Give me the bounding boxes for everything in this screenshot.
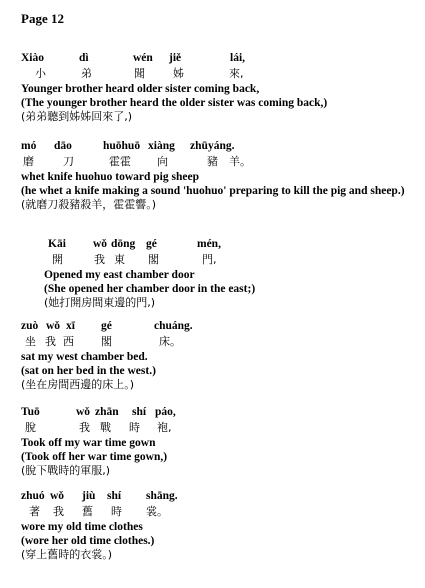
pinyin-word: zhū <box>190 140 208 152</box>
english-gloss: whet knife huohuo toward pig sheep <box>21 171 199 183</box>
pinyin-row <box>21 138 421 154</box>
hanzi-char: 向 <box>157 155 168 168</box>
hanzi-char: 我 <box>79 421 90 434</box>
hanzi-char: 坐 <box>25 335 36 348</box>
hanzi-char: 脫 <box>25 421 36 434</box>
chinese-translation: (弟弟聽到姊姊回來了,) <box>21 110 133 123</box>
hanzi-row <box>21 66 421 82</box>
hanzi-char: 羊。 <box>229 155 251 168</box>
pinyin-row <box>21 50 421 66</box>
pinyin-word: shāng. <box>146 490 178 502</box>
english-gloss: Younger brother heard older sister coming back, <box>21 83 260 95</box>
hanzi-char: 豬 <box>207 155 218 168</box>
hanzi-char: 霍霍 <box>109 155 131 168</box>
hanzi-char: 床。 <box>159 335 181 348</box>
stanza-4 <box>21 318 421 392</box>
chinese-translation: (就磨刀殺豬殺羊，霍霍響。) <box>21 198 157 211</box>
hanzi-char: 我 <box>53 505 64 518</box>
pinyin-word: zhuó <box>21 490 45 502</box>
pinyin-word: páo, <box>155 406 176 418</box>
hanzi-char: 舊 <box>82 505 93 518</box>
hanzi-char: 刀 <box>63 155 74 168</box>
hanzi-char: 我 <box>94 253 105 266</box>
hanzi-char: 東 <box>114 253 125 266</box>
stanza-1 <box>21 50 421 124</box>
pinyin-word: gé <box>101 320 112 332</box>
chinese-translation: (脫下戰時的軍服,) <box>21 464 111 477</box>
pinyin-word: yáng. <box>208 140 235 152</box>
pinyin-row <box>21 318 421 334</box>
pinyin-word: zuò <box>21 320 39 332</box>
pinyin-word: xiàng <box>148 140 175 152</box>
pinyin-word: dōng <box>111 238 136 250</box>
english-gloss: sat my west chamber bed. <box>21 351 148 363</box>
pinyin-word: wǒ <box>46 320 61 332</box>
english-translation: (Took off her war time gown,) <box>21 451 168 463</box>
hanzi-char: 著 <box>29 505 40 518</box>
hanzi-char: 開 <box>52 253 63 266</box>
hanzi-char: 閣 <box>148 253 159 266</box>
pinyin-word: chuáng. <box>154 320 193 332</box>
hanzi-char: 弟 <box>81 67 92 80</box>
hanzi-char: 來, <box>229 67 244 80</box>
pinyin-word: jiě <box>169 52 182 64</box>
pinyin-word: jiù <box>82 490 96 502</box>
stanza-5 <box>21 404 421 478</box>
pinyin-word: mó <box>21 140 37 152</box>
hanzi-char: 門, <box>202 253 217 266</box>
pinyin-row <box>44 236 422 252</box>
english-gloss: wore my old time clothes <box>21 521 143 533</box>
pinyin-word: gé <box>146 238 157 250</box>
pinyin-word: huōhuō <box>103 140 141 152</box>
english-gloss: Took off my war time gown <box>21 437 156 449</box>
pinyin-word: wén <box>133 52 153 64</box>
hanzi-row <box>21 334 421 350</box>
pinyin-word: dì <box>79 52 89 64</box>
chinese-translation: (坐在房間西邊的床上。) <box>21 378 135 391</box>
hanzi-char: 戰 <box>100 421 111 434</box>
hanzi-char: 西 <box>63 335 74 348</box>
pinyin-word: wǒ <box>93 238 108 250</box>
pinyin-word: Kāi <box>48 238 66 250</box>
hanzi-char: 聞 <box>134 67 145 80</box>
chinese-translation: (她打開房間東邊的門,) <box>44 296 156 309</box>
chinese-translation: (穿上舊時的衣裳。) <box>21 548 113 561</box>
hanzi-char: 磨 <box>23 155 34 168</box>
pinyin-word: xī <box>66 320 75 332</box>
english-translation: (he whet a knife making a sound 'huohuo' preparing to kill the pig and sheep.) <box>21 185 405 197</box>
english-translation: (sat on her bed in the west.) <box>21 365 156 377</box>
hanzi-char: 裳。 <box>146 505 168 518</box>
hanzi-char: 姊 <box>173 67 184 80</box>
pinyin-word: wǒ <box>76 406 91 418</box>
english-translation: (She opened her chamber door in the east;) <box>44 283 256 295</box>
pinyin-word: shí <box>132 406 147 418</box>
english-translation: (wore her old time clothes.) <box>21 535 155 547</box>
hanzi-row <box>44 252 422 268</box>
english-gloss: Opened my east chamber door <box>44 269 195 281</box>
page-label: Page 12 <box>21 11 64 26</box>
hanzi-row <box>21 504 421 520</box>
hanzi-char: 閣 <box>101 335 112 348</box>
pinyin-word: dāo <box>54 140 72 152</box>
pinyin-word: Tuō <box>21 406 40 418</box>
pinyin-word: Xiào <box>21 52 44 64</box>
hanzi-char: 我 <box>45 335 56 348</box>
hanzi-char: 小 <box>35 67 46 80</box>
pinyin-word: shí <box>107 490 122 502</box>
pinyin-word: mén, <box>197 238 221 250</box>
stanza-3 <box>44 236 422 310</box>
stanza-2 <box>21 138 421 212</box>
hanzi-row <box>21 420 421 436</box>
stanza-6 <box>21 488 421 562</box>
pinyin-word: lái, <box>230 52 246 64</box>
pinyin-word: wǒ <box>50 490 65 502</box>
pinyin-row <box>21 404 421 420</box>
hanzi-char: 時 <box>129 421 140 434</box>
hanzi-char: 時 <box>111 505 122 518</box>
pinyin-word: zhān <box>95 406 119 418</box>
pinyin-row <box>21 488 421 504</box>
hanzi-row <box>21 154 421 170</box>
english-translation: (The younger brother heard the older sister was coming back,) <box>21 97 328 109</box>
hanzi-char: 袍, <box>157 421 172 434</box>
